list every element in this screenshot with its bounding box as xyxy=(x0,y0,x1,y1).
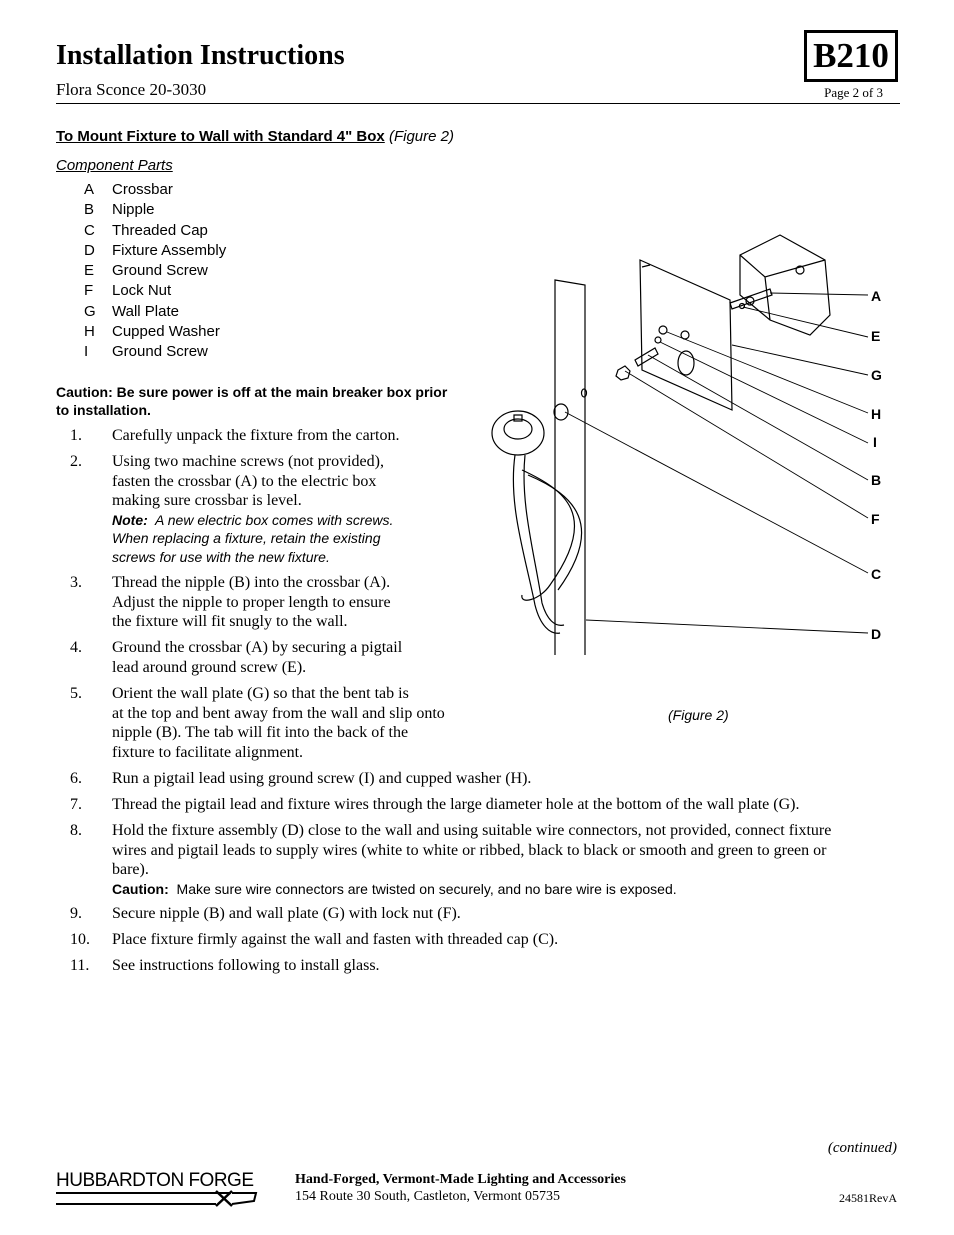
component-parts-list xyxy=(84,181,226,364)
page-title: Installation Instructions xyxy=(56,40,345,71)
crossbar xyxy=(730,289,772,309)
wall-plate xyxy=(640,260,732,410)
figure-label-h: H xyxy=(871,406,882,422)
figure-label-d: D xyxy=(871,626,882,642)
figure-caption: (Figure 2) xyxy=(668,707,729,723)
figure-label-a: A xyxy=(871,288,882,304)
part-item: F Lock Nut xyxy=(84,282,172,300)
power-caution: Caution: Be sure power is off at the main breaker box prior to installation. xyxy=(56,384,448,418)
fixture-backplate xyxy=(555,280,585,655)
fixture-cup xyxy=(492,411,544,455)
figure-label-b: B xyxy=(871,472,882,488)
figure-label-i: I xyxy=(873,434,877,450)
nipple xyxy=(635,348,658,366)
section-heading-text: To Mount Fixture to Wall with Standard 4" Box xyxy=(56,128,385,145)
electric-box xyxy=(740,235,830,335)
figure-label-f: F xyxy=(871,511,880,527)
part-item: H Cupped Washer xyxy=(84,323,220,341)
section-heading xyxy=(56,128,454,145)
model-number-badge: B210 xyxy=(804,30,898,82)
component-parts-heading: Component Parts xyxy=(56,157,173,174)
part-item: C Threaded Cap xyxy=(84,221,208,239)
hubbardton-forge-logo xyxy=(56,1166,266,1210)
svg-text:HUBBARDTON FORGE: HUBBARDTON FORGE xyxy=(56,1170,254,1191)
part-item: G Wall Plate xyxy=(84,302,179,320)
figure-label-e: E xyxy=(871,328,881,344)
footer-address: 154 Route 30 South, Castleton, Vermont 05735 xyxy=(295,1189,560,1204)
step-2-note: Note: A new electric box comes with screws. xyxy=(112,511,394,528)
step-8-caution: Caution: Make sure wire connectors are twisted on securely, and no bare wire is exposed. xyxy=(112,880,677,897)
installation-diagram xyxy=(480,215,900,655)
part-item: B Nipple xyxy=(84,201,155,219)
product-subtitle: Flora Sconce 20-3030 xyxy=(56,80,207,99)
document-code: 24581RevA xyxy=(839,1191,897,1205)
part-item: A Crossbar xyxy=(84,181,173,198)
figure-label-c: C xyxy=(871,566,882,582)
page-number: Page 2 of 3 xyxy=(824,85,883,100)
fixture-arm xyxy=(513,455,560,633)
header-divider xyxy=(56,103,900,104)
part-item: D Fixture Assembly xyxy=(84,241,227,259)
part-item: I Ground Screw xyxy=(84,343,208,361)
figure-label-g: G xyxy=(871,367,882,383)
footer-tagline: Hand-Forged, Vermont-Made Lighting and Accessories xyxy=(295,1172,626,1187)
figure-reference: (Figure 2) xyxy=(388,128,454,145)
part-item: E Ground Screw xyxy=(84,262,208,280)
continued-note: (continued) xyxy=(827,1140,897,1156)
